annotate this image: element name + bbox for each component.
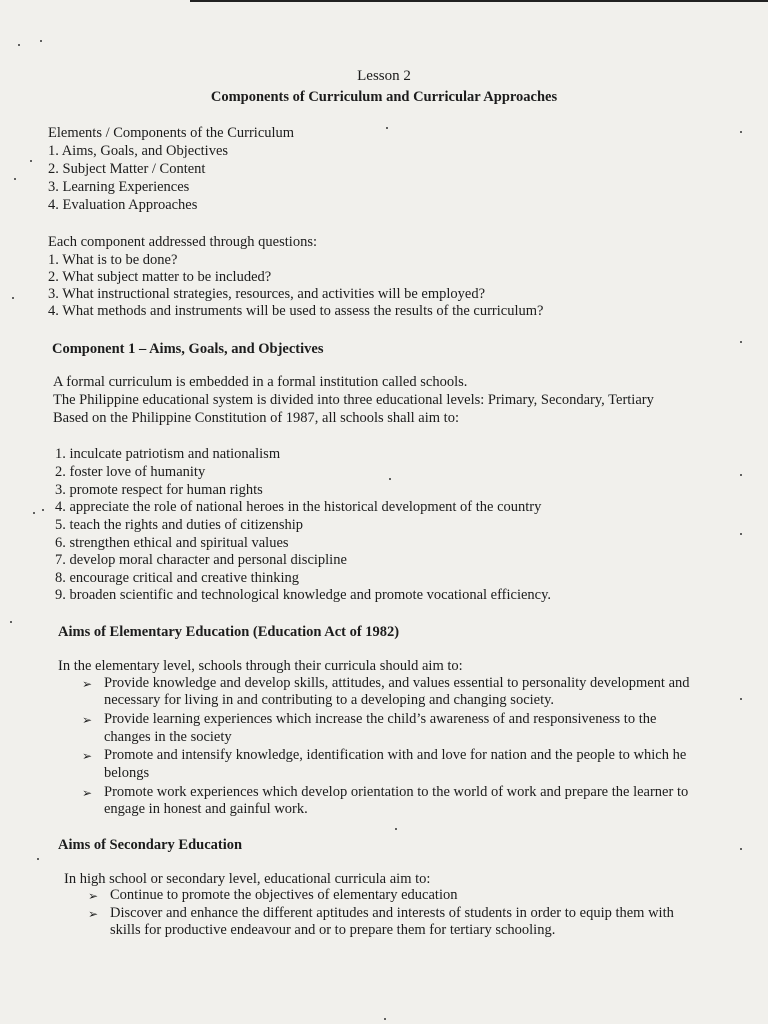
scan-speck	[740, 533, 742, 535]
question-item: 4. What methods and instruments will be used to assess the results of the curriculum?	[48, 303, 544, 319]
constitution-aim: 5. teach the rights and duties of citizenship	[55, 517, 304, 533]
constitution-aim: 2. foster love of humanity	[55, 464, 206, 480]
element-item: 2. Subject Matter / Content	[48, 161, 206, 177]
secondary-heading: Aims of Secondary Education	[58, 837, 243, 853]
question-item: 3. What instructional strategies, resources, and activities will be employed?	[48, 286, 486, 302]
elementary-aim-line: belongs	[104, 765, 150, 781]
questions-intro: Each component addressed through questions:	[48, 234, 317, 250]
arrow-bullet-icon: ➢	[82, 677, 93, 691]
constitution-aim: 4. appreciate the role of national heroes in the historical development of the country	[55, 499, 542, 515]
component1-heading: Component 1 – Aims, Goals, and Objectives	[52, 341, 324, 357]
elementary-aim-line: Promote work experiences which develop orientation to the world of work and prepare the learner to	[104, 784, 689, 800]
arrow-bullet-icon: ➢	[82, 786, 93, 800]
top-border-line	[190, 0, 768, 2]
elementary-aim-line: Provide knowledge and develop skills, attitudes, and values essential to personality development and	[104, 675, 690, 691]
elementary-aim-line: Provide learning experiences which increase the child’s awareness of and responsiveness to the	[104, 711, 657, 727]
question-item: 2. What subject matter to be included?	[48, 269, 272, 285]
scan-speck	[10, 621, 12, 623]
scan-speck	[395, 828, 397, 830]
arrow-bullet-icon: ➢	[82, 713, 93, 727]
elementary-aim-line: necessary for living in and contributing to a developing and changing society.	[104, 692, 555, 708]
constitution-aim: 8. encourage critical and creative thinking	[55, 570, 299, 586]
scan-speck	[740, 341, 742, 343]
scan-speck	[33, 512, 35, 514]
scan-speck	[37, 858, 39, 860]
scan-speck	[18, 44, 20, 46]
scan-speck	[740, 698, 742, 700]
element-item: 1. Aims, Goals, and Objectives	[48, 143, 229, 159]
scan-speck	[740, 474, 742, 476]
component1-paragraph-line: The Philippine educational system is divided into three educational levels: Primary, Secondary, Tertiary	[53, 392, 654, 408]
scan-speck	[389, 478, 391, 480]
constitution-aim: 1. inculcate patriotism and nationalism	[55, 446, 281, 462]
scan-speck	[386, 127, 388, 129]
scan-speck	[14, 178, 16, 180]
scan-speck	[384, 1018, 386, 1020]
component1-paragraph-line: A formal curriculum is embedded in a formal institution called schools.	[53, 374, 468, 390]
scan-speck	[40, 40, 42, 42]
scan-speck	[42, 509, 44, 511]
lesson-title: Components of Curriculum and Curricular Approaches	[210, 89, 558, 105]
constitution-aim: 7. develop moral character and personal discipline	[55, 552, 347, 568]
scan-speck	[30, 160, 32, 162]
element-item: 3. Learning Experiences	[48, 179, 190, 195]
constitution-aim: 3. promote respect for human rights	[55, 482, 263, 498]
secondary-intro: In high school or secondary level, educational curricula aim to:	[64, 871, 431, 887]
element-item: 4. Evaluation Approaches	[48, 197, 198, 213]
scan-speck	[12, 297, 14, 299]
elementary-aim-line: changes in the society	[104, 729, 232, 745]
elements-heading: Elements / Components of the Curriculum	[48, 125, 295, 141]
component1-paragraph-line: Based on the Philippine Constitution of 1987, all schools shall aim to:	[53, 410, 459, 426]
question-item: 1. What is to be done?	[48, 252, 178, 268]
elementary-heading: Aims of Elementary Education (Education Act of 1982)	[58, 624, 400, 640]
arrow-bullet-icon: ➢	[88, 907, 99, 921]
scan-speck	[740, 131, 742, 133]
constitution-aim: 9. broaden scientific and technological knowledge and promote vocational efficiency.	[55, 587, 552, 603]
lesson-number: Lesson 2	[357, 68, 411, 84]
constitution-aim: 6. strengthen ethical and spiritual values	[55, 535, 289, 551]
elementary-aim-line: engage in honest and gainful work.	[104, 801, 308, 817]
elementary-aim-line: Promote and intensify knowledge, identification with and love for nation and the people to which he	[104, 747, 687, 763]
arrow-bullet-icon: ➢	[82, 749, 93, 763]
secondary-aim-line: Discover and enhance the different aptitudes and interests of students in order to equip them with	[110, 905, 674, 921]
elementary-intro: In the elementary level, schools through their curricula should aim to:	[58, 658, 463, 674]
scan-speck	[740, 848, 742, 850]
arrow-bullet-icon: ➢	[88, 889, 99, 903]
secondary-aim-line: skills for productive endeavour and or to prepare them for tertiary schooling.	[110, 922, 556, 938]
secondary-aim-line: Continue to promote the objectives of elementary education	[110, 887, 458, 903]
